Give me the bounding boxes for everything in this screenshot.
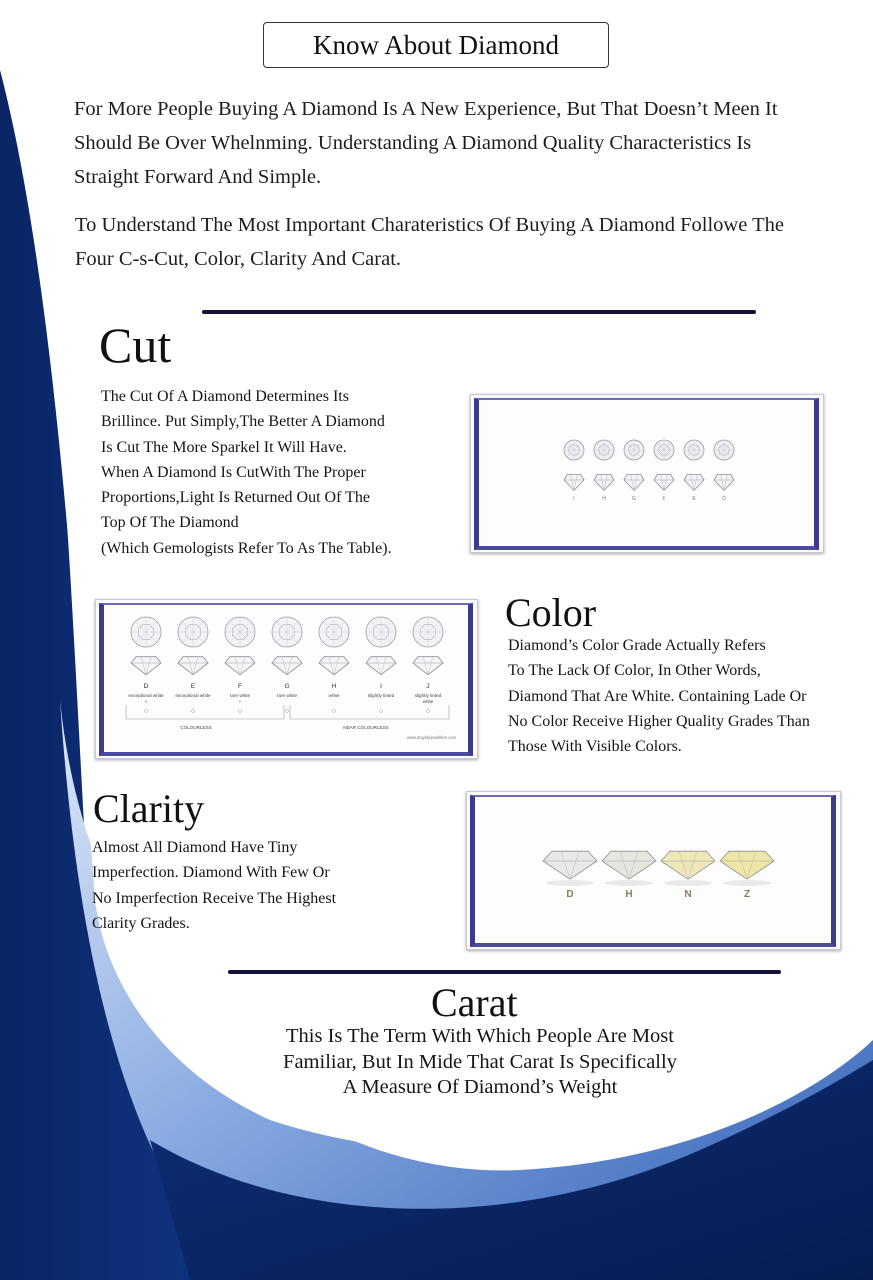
color-grade-letter: J <box>426 683 430 690</box>
color-diamond-side <box>225 657 255 675</box>
cut-grade-label: H <box>602 496 606 502</box>
clarity-heading: Clarity <box>93 786 205 831</box>
color-grade-desc: rare white <box>276 693 298 698</box>
color-grade-letter: E <box>190 683 196 690</box>
color-grade-marker <box>191 709 195 713</box>
cut-text: The Cut Of A Diamond Determines Its Brillince. Put Simply,The Better A Diamond Is Cut The More Sparkel It Will Have. When A Diamond Is CutWith The Proper Proportions,Light Is Returned Out Of The Top Of The Diamond (Which Gemologists Refer To As The Table). <box>101 388 392 557</box>
color-diamond-side <box>366 657 396 675</box>
color-diamond-top <box>225 617 255 647</box>
clarity-diamond <box>602 851 656 879</box>
color-grade-marker <box>426 709 430 713</box>
color-diamond-side <box>272 657 302 675</box>
intro-line: Straight Forward And Simple. <box>74 166 322 188</box>
color-grade-desc: white <box>422 699 434 704</box>
intro-line: For More People Buying A Diamond Is A New Experience, But That Doesn’t Meen It <box>74 98 778 120</box>
clarity-text: Almost All Diamond Have Tiny Imperfection. Diamond With Few Or No Imperfection Receive The Highest Clarity Grades. <box>92 839 337 932</box>
intro-line: Should Be Over Whelnming. Understanding A Diamond Quality Characteristics Is <box>74 132 752 154</box>
section-divider <box>202 310 756 314</box>
clarity-image-card <box>466 791 841 950</box>
color-diamond-top <box>319 617 349 647</box>
cut-diamond-side <box>594 474 614 490</box>
cut-diamond-side <box>654 474 674 490</box>
color-grade-letter: F <box>238 683 242 690</box>
cut-image-card <box>470 394 824 553</box>
cut-grade-label: D <box>722 496 726 502</box>
color-grade-marker <box>285 709 289 713</box>
color-diamond-top <box>413 617 443 647</box>
clarity-grade-label: H <box>625 889 633 900</box>
clarity-diamond <box>543 851 597 879</box>
color-diamond-side <box>178 657 208 675</box>
clarity-grade-label: D <box>566 889 574 900</box>
color-grade-chart <box>104 605 468 752</box>
watermark: www.mayfairjewellers.com <box>406 735 456 740</box>
clarity-diamond-shadow <box>605 880 653 886</box>
color-grade-desc: white <box>328 693 340 698</box>
clarity-diamond <box>661 851 715 879</box>
color-grade-marker <box>144 709 148 713</box>
cut-diamond-side <box>564 474 584 490</box>
color-grade-desc: + <box>144 699 148 704</box>
cut-diamond-side <box>684 474 704 490</box>
clarity-diamond-shadow <box>664 880 712 886</box>
carat-line: Familiar, But In Mide That Carat Is Specifically <box>283 1050 677 1073</box>
cut-diamond-top <box>684 440 704 460</box>
color-grade-desc: exceptional white <box>128 693 164 698</box>
carat-line: This Is The Term With Which People Are Most <box>286 1025 674 1047</box>
cut-diamond-top <box>624 440 644 460</box>
color-diamond-side <box>413 657 443 675</box>
intro-line: To Understand The Most Important Charateristics Of Buying A Diamond Followe The <box>75 214 784 236</box>
color-heading: Color <box>505 590 597 635</box>
color-grade-letter: H <box>331 683 337 690</box>
color-diamond-top <box>272 617 302 647</box>
cut-grade-label: E <box>692 496 696 502</box>
color-grade-marker <box>379 709 383 713</box>
section-divider <box>228 970 781 974</box>
intro-paragraph-1 <box>74 92 864 194</box>
color-grade-letter: I <box>380 683 382 690</box>
clarity-diamond-shadow <box>723 880 771 886</box>
color-grade-desc: slightly tinted <box>367 693 395 698</box>
colourless-label: COLOURLESS <box>180 725 212 730</box>
page-title: Know About Diamond <box>263 22 609 68</box>
cut-diamond-side <box>714 474 734 490</box>
color-grade-marker <box>238 709 242 713</box>
color-grade-letter: G <box>284 683 290 690</box>
near-colourless-label: NEAR COLOURLESS <box>343 725 389 730</box>
clarity-diamond-row <box>475 797 831 943</box>
color-text: Diamond’s Color Grade Actually Refers To The Lack Of Color, In Other Words, Diamond That Are White. Containing Lade Or No Color Receive Higher Quality Grades Than Those With Visible Colors. <box>508 637 810 756</box>
color-grade-desc: rare white <box>229 693 251 698</box>
cut-diamond-top <box>594 440 614 460</box>
cut-heading: Cut <box>99 317 172 373</box>
clarity-grade-label: Z <box>743 889 751 900</box>
color-diamond-side <box>131 657 161 675</box>
color-grade-letter: D <box>143 683 149 690</box>
cut-grade-label: F <box>662 496 666 502</box>
color-diamond-top <box>131 617 161 647</box>
color-grade-marker <box>332 709 336 713</box>
intro-paragraph-2 <box>75 208 865 276</box>
cut-grade-label: I <box>573 496 575 502</box>
cut-diamond-top <box>564 440 584 460</box>
clarity-diamond-shadow <box>546 880 594 886</box>
intro-line: Four C-s-Cut, Color, Clarity And Carat. <box>75 248 402 270</box>
color-chart-card <box>95 599 478 759</box>
color-diamond-top <box>366 617 396 647</box>
cut-diamond-row <box>479 400 814 546</box>
cut-diamond-top <box>714 440 734 460</box>
color-diamond-top <box>178 617 208 647</box>
cut-diamond-top <box>654 440 674 460</box>
color-grade-desc: + <box>238 699 242 704</box>
color-diamond-side <box>319 657 349 675</box>
carat-line: A Measure Of Diamond’s Weight <box>342 1076 618 1098</box>
cut-diamond-side <box>624 474 644 490</box>
clarity-diamond <box>720 851 774 879</box>
cut-grade-label: G <box>632 496 636 502</box>
clarity-grade-label: N <box>684 889 692 900</box>
color-grade-desc: slightly tinted <box>414 693 442 698</box>
carat-heading: Carat <box>431 980 518 1025</box>
carat-text <box>230 1024 730 1101</box>
color-grade-desc: exceptional white <box>175 693 211 698</box>
